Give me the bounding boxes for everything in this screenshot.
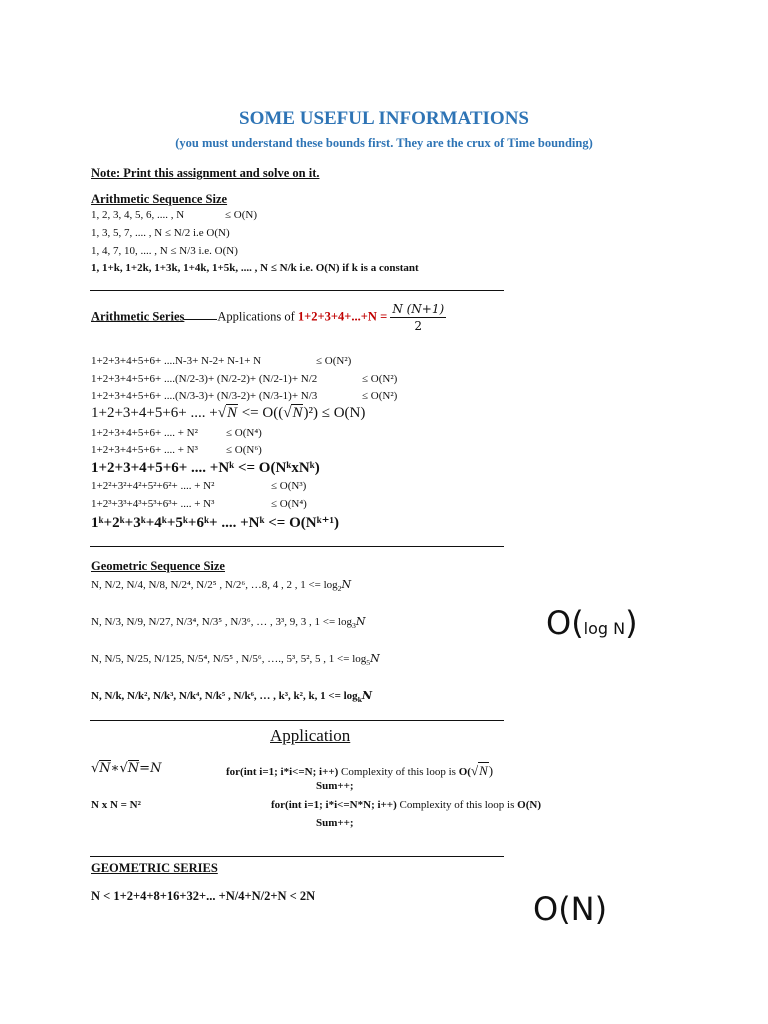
heading-underline-filler: [184, 309, 217, 320]
series-row-10: 1ᵏ+2ᵏ+3ᵏ+4ᵏ+5ᵏ+6ᵏ+ .... +Nᵏ <= O(Nᵏ⁺¹): [91, 515, 340, 531]
arith-seq-heading: Arithmetic Sequence Size: [91, 192, 228, 206]
loop-1-sqrt-radicand: N: [479, 763, 488, 778]
series-row-4: [91, 405, 365, 422]
series-row-8: 1+2²+3²+4²+5²+6²+ .... + N²: [91, 480, 215, 492]
o-log-n-label: [546, 604, 638, 642]
geo-seq-line-1: [91, 578, 352, 594]
geo-seq-line-3: [91, 652, 380, 668]
log-base-2: 2: [337, 584, 342, 594]
arith-seq-line-1-bound: ≤ O(N): [225, 209, 258, 221]
print-note: Note: Print this assignment and solve on it.: [91, 166, 320, 180]
loop-1-close: ): [488, 763, 494, 778]
arith-seq-line-4: 1, 1+k, 1+2k, 1+3k, 1+4k, 1+5k, .... , N ≤ N/k i.e. O(N) if k is a constant: [91, 262, 419, 274]
log-arg-2: N: [355, 615, 366, 628]
arith-seq-line-2: 1, 3, 5, 7, .... , N ≤ N/2 i.e O(N): [91, 227, 230, 239]
series-row-4-expr: 1+2+3+4+5+6+ .... +: [91, 405, 218, 421]
geo-seq-line-2-expr: N, N/3, N/9, N/27, N/3⁴, N/3⁵ , N/3⁶, … , 3³, 9, 3 , 1 <= log: [91, 616, 352, 628]
loop-2: [271, 799, 541, 811]
series-row-2: 1+2+3+4+5+6+ ....(N/2-3)+ (N/2-2)+ (N/2-1)+ N/2: [91, 373, 318, 385]
series-row-6: 1+2+3+4+5+6+ .... + N³: [91, 444, 198, 456]
divider-4: [90, 856, 504, 857]
series-row-8-bound: ≤ O(N³): [271, 480, 307, 492]
applications-red: 1+2+3+4+...+N =: [297, 309, 391, 324]
arith-seq-line-1-expr: 1, 2, 3, 4, 5, 6, .... , N: [91, 209, 185, 221]
fraction-denominator: 2: [414, 319, 423, 333]
arith-seq-line-3: 1, 4, 7, 10, .... , N ≤ N/3 i.e. O(N): [91, 245, 238, 257]
series-row-9: 1+2³+3³+4³+5³+6³+ .... + N³: [91, 498, 215, 510]
page-subtitle: (you must understand these bounds first. They are the crux of Time bounding): [175, 136, 593, 150]
applications-text: Applications of: [217, 309, 298, 324]
geo-series-heading: GEOMETRIC SERIES: [91, 861, 218, 875]
loop-1-code: for(int i=1; i*i<=N; i++): [226, 766, 339, 778]
log-base-5: 5: [366, 658, 371, 668]
series-row-4-mid: <= O((: [237, 405, 284, 421]
sqrt-n-2-radicand: N: [292, 405, 303, 421]
log-arg-1: N: [341, 578, 352, 591]
geo-series-line: N < 1+2+4+8+16+32+... +N/4+N/2+N < 2N: [91, 889, 316, 903]
loop-1-sqrt: √N: [470, 763, 488, 778]
series-row-7: 1+2+3+4+5+6+ .... +Nᵏ <= O(NᵏxNᵏ): [91, 460, 320, 476]
sqrt-n-2: √N: [283, 405, 303, 421]
series-row-3-bound: ≤ O(N²): [362, 390, 398, 402]
log-arg-4: N: [361, 689, 373, 702]
divider-2: [90, 546, 504, 547]
loop-2-complexity-text: Complexity of this loop is: [396, 799, 518, 811]
o-log-inner: log N: [583, 619, 626, 638]
sqrt-n-1-radicand: N: [226, 405, 237, 421]
loop-2-body: Sum++;: [316, 817, 354, 829]
loop-1-complexity-text: Complexity of this loop is: [338, 766, 459, 778]
loop-2-o: O(N): [517, 799, 541, 811]
geo-seq-line-3-expr: N, N/5, N/25, N/125, N/5⁴, N/5⁵ , N/5⁶, …., 5³, 5², 5 , 1 <= log: [91, 653, 367, 665]
loop-1-body: Sum++;: [316, 780, 354, 792]
application-heading: Application: [270, 726, 351, 745]
page-title: SOME USEFUL INFORMATIONS: [239, 108, 529, 129]
log-base-k: k: [357, 695, 362, 705]
arith-series-header: [91, 302, 446, 333]
loop-2-code: for(int i=1; i*i<=N*N; i++): [271, 799, 397, 811]
arith-series-heading: Arithmetic Series: [91, 309, 185, 324]
geo-seq-heading: Geometric Sequence Size: [91, 559, 225, 573]
geo-seq-line-1-expr: N, N/2, N/4, N/8, N/2⁴, N/2⁵ , N/2⁶, …8, 4 , 2 , 1 <= log: [91, 579, 338, 591]
sqrt-equation: √N∗√N=N: [91, 761, 162, 776]
geo-seq-line-2: [91, 615, 366, 631]
series-row-5: 1+2+3+4+5+6+ .... + N²: [91, 427, 198, 439]
o-log-open: O(: [546, 604, 584, 642]
series-row-6-bound: ≤ O(N⁶): [226, 444, 262, 456]
loop-1: [226, 763, 493, 779]
series-row-9-bound: ≤ O(N⁴): [271, 498, 307, 510]
series-row-4-bound: )²) ≤ O(N): [303, 405, 366, 421]
arith-seq-line-1: [91, 209, 184, 221]
loop-1-o: O(: [458, 766, 471, 778]
fraction-numerator: N (N+1): [392, 302, 445, 316]
n-times-n-equation: N x N = N²: [91, 799, 141, 811]
sum-formula-fraction: [390, 302, 446, 333]
series-row-3: 1+2+3+4+5+6+ ....(N/3-3)+ (N/3-2)+ (N/3-1)+ N/3: [91, 390, 318, 402]
series-row-2-bound: ≤ O(N²): [362, 373, 398, 385]
geo-seq-line-4: [91, 689, 373, 705]
o-log-close: ): [625, 604, 638, 642]
log-base-3: 3: [351, 621, 356, 631]
series-row-5-bound: ≤ O(N⁴): [226, 427, 262, 439]
series-row-1: 1+2+3+4+5+6+ ....N-3+ N-2+ N-1+ N: [91, 355, 262, 367]
log-arg-3: N: [370, 652, 380, 665]
divider-3: [90, 720, 504, 721]
series-row-1-bound: ≤ O(N²): [316, 355, 352, 367]
geo-seq-line-4-expr: N, N/k, N/k², N/k³, N/k⁴, N/k⁵ , N/k⁶, … , k³, k², k, 1 <= log: [91, 690, 358, 702]
o-n-label: O(N): [533, 890, 608, 928]
divider-1: [90, 290, 504, 291]
sqrt-n-1: √N: [217, 405, 237, 421]
